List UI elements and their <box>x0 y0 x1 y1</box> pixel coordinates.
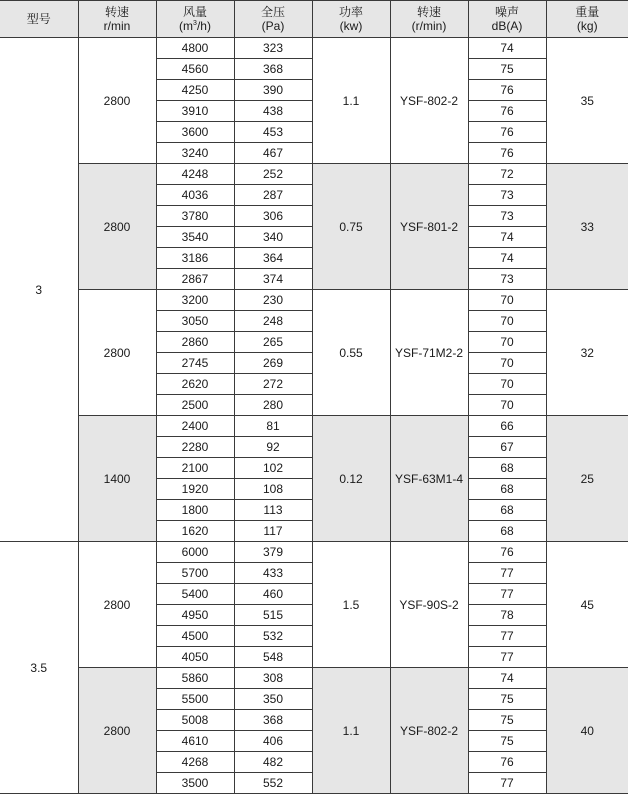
airflow-cell: 4050 <box>156 647 234 668</box>
noise-cell: 72 <box>468 164 546 185</box>
noise-cell: 68 <box>468 479 546 500</box>
noise-cell: 76 <box>468 752 546 773</box>
motor-cell: YSF-802-2 <box>390 38 468 164</box>
airflow-cell: 2100 <box>156 458 234 479</box>
motor-cell: YSF-802-2 <box>390 668 468 794</box>
header-airflow-unit <box>157 19 234 33</box>
pressure-cell: 390 <box>234 80 312 101</box>
motor-cell: YSF-63M1-4 <box>390 416 468 542</box>
airflow-cell: 3200 <box>156 290 234 311</box>
pressure-cell: 433 <box>234 563 312 584</box>
noise-cell: 77 <box>468 584 546 605</box>
power-cell: 0.55 <box>312 290 390 416</box>
airflow-cell: 2860 <box>156 332 234 353</box>
noise-cell: 73 <box>468 269 546 290</box>
noise-cell: 74 <box>468 248 546 269</box>
weight-cell: 35 <box>546 38 628 164</box>
pressure-cell: 532 <box>234 626 312 647</box>
noise-cell: 76 <box>468 101 546 122</box>
speed-cell: 1400 <box>78 416 156 542</box>
pressure-cell: 340 <box>234 227 312 248</box>
noise-cell: 68 <box>468 521 546 542</box>
header-weight-label: 重量 <box>575 5 600 19</box>
airflow-cell: 4500 <box>156 626 234 647</box>
weight-cell: 32 <box>546 290 628 416</box>
noise-cell: 76 <box>468 122 546 143</box>
airflow-cell: 5860 <box>156 668 234 689</box>
airflow-cell: 5008 <box>156 710 234 731</box>
table-row <box>0 668 628 689</box>
header-speed <box>78 1 156 38</box>
noise-cell: 66 <box>468 416 546 437</box>
airflow-cell: 2500 <box>156 395 234 416</box>
pressure-cell: 368 <box>234 710 312 731</box>
pressure-cell: 552 <box>234 773 312 794</box>
table-row <box>0 290 628 311</box>
pressure-cell: 280 <box>234 395 312 416</box>
pressure-cell: 230 <box>234 290 312 311</box>
header-airflow-unit-sup: 3 <box>193 20 197 27</box>
airflow-cell: 2620 <box>156 374 234 395</box>
header-airflow-unit-post: /h) <box>196 19 211 33</box>
noise-cell: 70 <box>468 290 546 311</box>
pressure-cell: 364 <box>234 248 312 269</box>
pressure-cell: 306 <box>234 206 312 227</box>
table-header <box>0 1 628 38</box>
noise-cell: 68 <box>468 458 546 479</box>
pressure-cell: 406 <box>234 731 312 752</box>
noise-cell: 73 <box>468 185 546 206</box>
pressure-cell: 482 <box>234 752 312 773</box>
airflow-cell: 3240 <box>156 143 234 164</box>
airflow-cell: 2867 <box>156 269 234 290</box>
airflow-cell: 4950 <box>156 605 234 626</box>
noise-cell: 76 <box>468 143 546 164</box>
airflow-cell: 3186 <box>156 248 234 269</box>
header-model <box>0 1 78 38</box>
pressure-cell: 460 <box>234 584 312 605</box>
power-cell: 1.1 <box>312 38 390 164</box>
pressure-cell: 108 <box>234 479 312 500</box>
header-weight-unit: (kg) <box>576 19 598 33</box>
noise-cell: 75 <box>468 731 546 752</box>
pressure-cell: 350 <box>234 689 312 710</box>
pressure-cell: 374 <box>234 269 312 290</box>
weight-cell: 40 <box>546 668 628 794</box>
noise-cell: 77 <box>468 647 546 668</box>
pressure-cell: 81 <box>234 416 312 437</box>
table-row <box>0 416 628 437</box>
airflow-cell: 4036 <box>156 185 234 206</box>
table-row <box>0 38 628 59</box>
airflow-cell: 1620 <box>156 521 234 542</box>
noise-cell: 76 <box>468 542 546 563</box>
speed-cell: 2800 <box>78 290 156 416</box>
header-airflow-label: 风量 <box>182 5 207 19</box>
header-motor <box>390 1 468 38</box>
pressure-cell: 248 <box>234 311 312 332</box>
pressure-cell: 467 <box>234 143 312 164</box>
airflow-cell: 3910 <box>156 101 234 122</box>
header-pressure-label: 全压 <box>260 5 285 19</box>
noise-cell: 75 <box>468 710 546 731</box>
pressure-cell: 323 <box>234 38 312 59</box>
airflow-cell: 2400 <box>156 416 234 437</box>
airflow-cell: 2745 <box>156 353 234 374</box>
header-noise-unit: dB(A) <box>491 19 523 33</box>
noise-cell: 70 <box>468 311 546 332</box>
pressure-cell: 113 <box>234 500 312 521</box>
header-power <box>312 1 390 38</box>
header-speed-label: 转速 <box>104 5 129 19</box>
motor-cell: YSF-801-2 <box>390 164 468 290</box>
pressure-cell: 453 <box>234 122 312 143</box>
noise-cell: 75 <box>468 59 546 80</box>
weight-cell: 25 <box>546 416 628 542</box>
noise-cell: 75 <box>468 689 546 710</box>
header-model-label: 型号 <box>26 12 51 26</box>
airflow-cell: 1920 <box>156 479 234 500</box>
airflow-cell: 3600 <box>156 122 234 143</box>
noise-cell: 68 <box>468 500 546 521</box>
header-airflow <box>156 1 234 38</box>
noise-cell: 74 <box>468 38 546 59</box>
airflow-cell: 5700 <box>156 563 234 584</box>
pressure-cell: 548 <box>234 647 312 668</box>
pressure-cell: 379 <box>234 542 312 563</box>
noise-cell: 70 <box>468 374 546 395</box>
header-weight <box>546 1 628 38</box>
pressure-cell: 308 <box>234 668 312 689</box>
noise-cell: 77 <box>468 773 546 794</box>
table-row <box>0 542 628 563</box>
airflow-cell: 3780 <box>156 206 234 227</box>
airflow-cell: 2280 <box>156 437 234 458</box>
table-body <box>0 38 628 794</box>
power-cell: 0.12 <box>312 416 390 542</box>
pressure-cell: 92 <box>234 437 312 458</box>
header-pressure-unit: (Pa) <box>261 19 285 33</box>
noise-cell: 74 <box>468 668 546 689</box>
noise-cell: 77 <box>468 563 546 584</box>
model-cell: 3.5 <box>0 542 78 794</box>
pressure-cell: 438 <box>234 101 312 122</box>
model-cell: 3 <box>0 38 78 542</box>
speed-cell: 2800 <box>78 38 156 164</box>
pressure-cell: 117 <box>234 521 312 542</box>
power-cell: 1.1 <box>312 668 390 794</box>
table-row <box>0 164 628 185</box>
noise-cell: 78 <box>468 605 546 626</box>
airflow-cell: 4800 <box>156 38 234 59</box>
noise-cell: 74 <box>468 227 546 248</box>
header-pressure <box>234 1 312 38</box>
airflow-cell: 3500 <box>156 773 234 794</box>
noise-cell: 70 <box>468 332 546 353</box>
header-motor-label: 转速 <box>416 5 441 19</box>
weight-cell: 33 <box>546 164 628 290</box>
pressure-cell: 368 <box>234 59 312 80</box>
pressure-cell: 265 <box>234 332 312 353</box>
header-power-unit: (kw) <box>339 19 363 33</box>
airflow-cell: 3050 <box>156 311 234 332</box>
speed-cell: 2800 <box>78 542 156 668</box>
airflow-cell: 5500 <box>156 689 234 710</box>
header-noise <box>468 1 546 38</box>
airflow-cell: 5400 <box>156 584 234 605</box>
airflow-cell: 4248 <box>156 164 234 185</box>
power-cell: 0.75 <box>312 164 390 290</box>
header-speed-unit: r/min <box>103 19 131 33</box>
noise-cell: 67 <box>468 437 546 458</box>
noise-cell: 73 <box>468 206 546 227</box>
header-power-label: 功率 <box>338 5 363 19</box>
header-airflow-unit-pre: (m <box>179 19 194 33</box>
weight-cell: 45 <box>546 542 628 668</box>
airflow-cell: 4610 <box>156 731 234 752</box>
pressure-cell: 515 <box>234 605 312 626</box>
noise-cell: 77 <box>468 626 546 647</box>
noise-cell: 70 <box>468 395 546 416</box>
pressure-cell: 102 <box>234 458 312 479</box>
noise-cell: 70 <box>468 353 546 374</box>
pressure-cell: 252 <box>234 164 312 185</box>
airflow-cell: 1800 <box>156 500 234 521</box>
header-noise-label: 噪声 <box>494 5 519 19</box>
pressure-cell: 269 <box>234 353 312 374</box>
pressure-cell: 287 <box>234 185 312 206</box>
pressure-cell: 272 <box>234 374 312 395</box>
header-motor-unit: (r/min) <box>411 19 447 33</box>
speed-cell: 2800 <box>78 668 156 794</box>
header-row <box>0 1 628 38</box>
noise-cell: 76 <box>468 80 546 101</box>
airflow-cell: 4250 <box>156 80 234 101</box>
speed-cell: 2800 <box>78 164 156 290</box>
motor-cell: YSF-71M2-2 <box>390 290 468 416</box>
power-cell: 1.5 <box>312 542 390 668</box>
airflow-cell: 6000 <box>156 542 234 563</box>
motor-cell: YSF-90S-2 <box>390 542 468 668</box>
airflow-cell: 3540 <box>156 227 234 248</box>
airflow-cell: 4560 <box>156 59 234 80</box>
airflow-cell: 4268 <box>156 752 234 773</box>
